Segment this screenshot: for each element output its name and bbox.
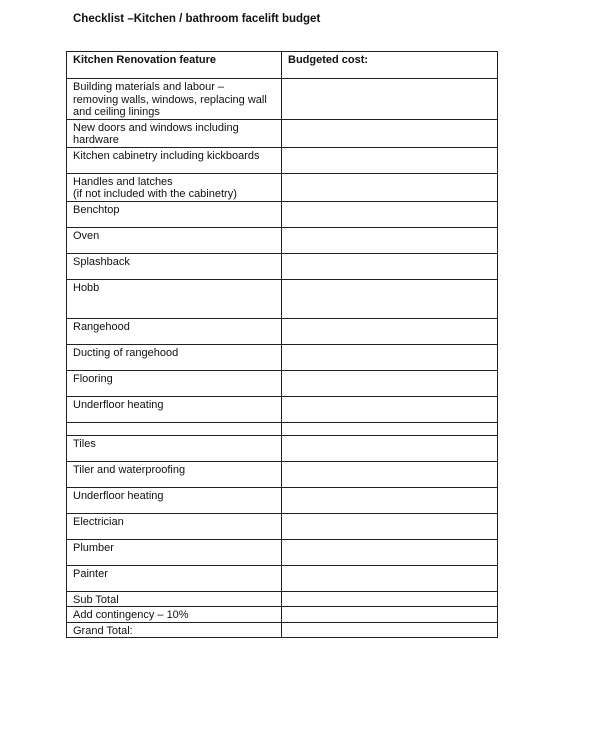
contingency-cost-cell[interactable] bbox=[282, 607, 498, 623]
feature-cell-electrician: Electrician bbox=[67, 513, 282, 539]
feature-cell-splashback: Splashback bbox=[67, 253, 282, 279]
table-row bbox=[67, 79, 498, 120]
grand-total-cost-cell[interactable] bbox=[282, 622, 498, 638]
subtotal-row bbox=[67, 591, 498, 607]
cost-cell-ducting[interactable] bbox=[282, 344, 498, 370]
feature-cell-building-materials: Building materials and labour – removing walls, windows, replacing wall and ceiling linings bbox=[67, 79, 282, 120]
table-row bbox=[67, 396, 498, 422]
cost-cell-painter[interactable] bbox=[282, 565, 498, 591]
feature-cell-underfloor-heating-2: Underfloor heating bbox=[67, 487, 282, 513]
feature-cell-tiler: Tiler and waterproofing bbox=[67, 461, 282, 487]
cost-cell-underfloor-heating[interactable] bbox=[282, 396, 498, 422]
cost-cell-benchtop[interactable] bbox=[282, 201, 498, 227]
cost-cell-electrician[interactable] bbox=[282, 513, 498, 539]
feature-cell-tiles: Tiles bbox=[67, 435, 282, 461]
feature-cell-plumber: Plumber bbox=[67, 539, 282, 565]
table-row bbox=[67, 435, 498, 461]
cost-cell-cabinetry[interactable] bbox=[282, 147, 498, 173]
feature-cell-blank bbox=[67, 422, 282, 435]
feature-cell-handles-latches: Handles and latches (if not included with the cabinetry) bbox=[67, 173, 282, 201]
cost-cell-flooring[interactable] bbox=[282, 370, 498, 396]
table-row bbox=[67, 422, 498, 435]
cost-cell-tiler[interactable] bbox=[282, 461, 498, 487]
cost-cell-doors-windows[interactable] bbox=[282, 119, 498, 147]
feature-cell-flooring: Flooring bbox=[67, 370, 282, 396]
cost-cell-splashback[interactable] bbox=[282, 253, 498, 279]
cost-cell-building-materials[interactable] bbox=[282, 79, 498, 120]
cost-column-header: Budgeted cost: bbox=[282, 52, 498, 79]
feature-cell-painter: Painter bbox=[67, 565, 282, 591]
feature-cell-ducting: Ducting of rangehood bbox=[67, 344, 282, 370]
feature-cell-cabinetry: Kitchen cabinetry including kickboards bbox=[67, 147, 282, 173]
table-row bbox=[67, 147, 498, 173]
table-row bbox=[67, 565, 498, 591]
feature-cell-oven: Oven bbox=[67, 227, 282, 253]
table-row bbox=[67, 539, 498, 565]
table-row bbox=[67, 253, 498, 279]
contingency-label: Add contingency – 10% bbox=[67, 607, 282, 623]
table-row bbox=[67, 318, 498, 344]
table-row bbox=[67, 370, 498, 396]
feature-cell-benchtop: Benchtop bbox=[67, 201, 282, 227]
cost-cell-rangehood[interactable] bbox=[282, 318, 498, 344]
cost-cell-tiles[interactable] bbox=[282, 435, 498, 461]
feature-column-header: Kitchen Renovation feature bbox=[67, 52, 282, 79]
feature-cell-doors-windows: New doors and windows including hardware bbox=[67, 119, 282, 147]
table-row bbox=[67, 461, 498, 487]
subtotal-label: Sub Total bbox=[67, 591, 282, 607]
contingency-row bbox=[67, 607, 498, 623]
feature-cell-rangehood: Rangehood bbox=[67, 318, 282, 344]
budget-table bbox=[66, 51, 498, 638]
cost-cell-blank[interactable] bbox=[282, 422, 498, 435]
table-row bbox=[67, 279, 498, 318]
table-row bbox=[67, 173, 498, 201]
page-title: Checklist –Kitchen / bathroom facelift budget bbox=[73, 13, 321, 25]
table-row bbox=[67, 344, 498, 370]
feature-cell-hobb: Hobb bbox=[67, 279, 282, 318]
table-header-row bbox=[67, 52, 498, 79]
subtotal-cost-cell[interactable] bbox=[282, 591, 498, 607]
table-row bbox=[67, 227, 498, 253]
cost-cell-plumber[interactable] bbox=[282, 539, 498, 565]
grand-total-row bbox=[67, 622, 498, 638]
table-row bbox=[67, 487, 498, 513]
cost-cell-hobb[interactable] bbox=[282, 279, 498, 318]
table-row bbox=[67, 201, 498, 227]
cost-cell-handles-latches[interactable] bbox=[282, 173, 498, 201]
grand-total-label: Grand Total: bbox=[67, 622, 282, 638]
feature-cell-underfloor-heating: Underfloor heating bbox=[67, 396, 282, 422]
table-row bbox=[67, 119, 498, 147]
table-row bbox=[67, 513, 498, 539]
cost-cell-underfloor-heating-2[interactable] bbox=[282, 487, 498, 513]
cost-cell-oven[interactable] bbox=[282, 227, 498, 253]
